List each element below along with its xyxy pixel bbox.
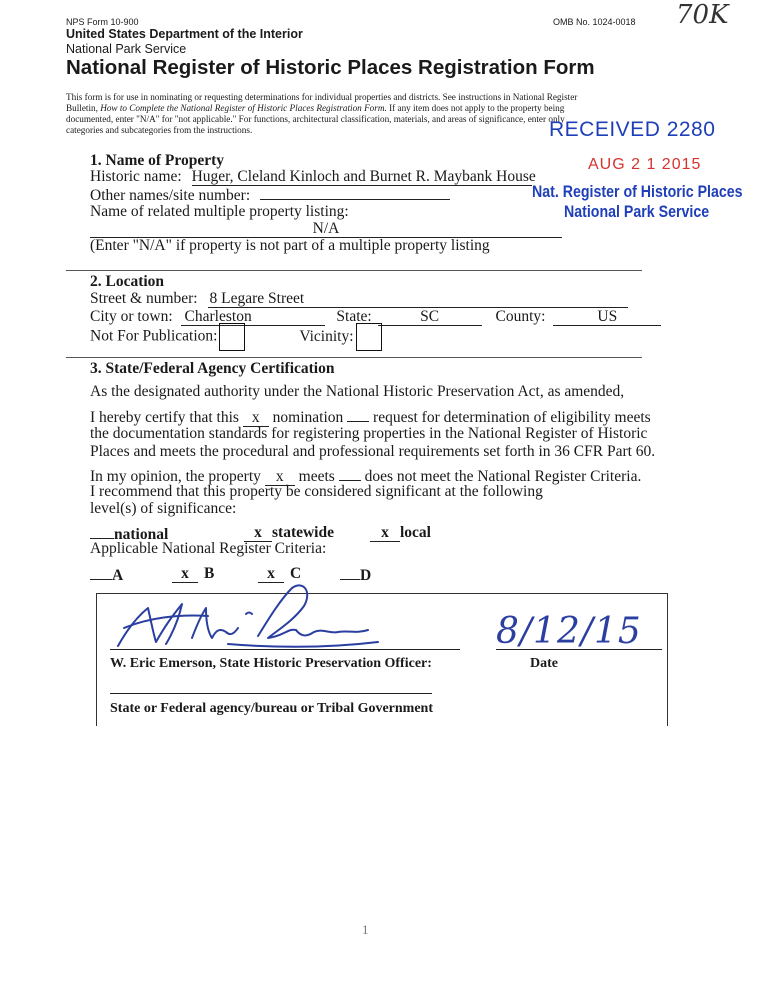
register-stamp-line-1: Nat. Register of Historic Places: [532, 183, 743, 201]
criteria-d[interactable]: D: [340, 565, 371, 585]
meets-mark[interactable]: x: [265, 469, 295, 486]
criteria-b[interactable]: x B: [172, 565, 214, 583]
level-local[interactable]: x local: [370, 524, 431, 542]
form-title: National Register of Historic Places Registration Form: [66, 56, 595, 79]
does-not-meet-mark[interactable]: [339, 466, 361, 481]
certify-line-2: the documentation standards for registering properties in the National Register of Historic: [90, 425, 648, 442]
vicinity-checkbox[interactable]: [356, 323, 382, 351]
agency-name: National Park Service: [66, 42, 187, 56]
other-names-label: Other names/site number:: [90, 187, 251, 204]
agency-label: State or Federal agency/bureau or Tribal Government: [110, 701, 434, 716]
certify-line-3: Places and meets the procedural and professional requirements set forth in 36 CFR Part 60.: [90, 443, 656, 460]
criteria-c[interactable]: x C: [258, 565, 301, 583]
level-national[interactable]: national: [90, 524, 168, 544]
instructions-line-2: Bulletin, How to Complete the National Register of Historic Places Registration Form. If any item does not apply to the property being: [66, 103, 565, 113]
city-label: City or town:: [90, 308, 173, 325]
agency-line: [110, 693, 432, 694]
statewide-mark: x: [244, 525, 272, 542]
authority-statement: As the designated authority under the National Historic Preservation Act, as amended,: [90, 383, 625, 400]
received-date-stamp: AUG 2 1 2015: [588, 156, 702, 173]
determination-mark[interactable]: [347, 407, 369, 422]
street-row: [90, 290, 628, 308]
date-line: [496, 649, 662, 650]
other-names-field[interactable]: [260, 185, 450, 200]
historic-name-field[interactable]: Huger, Cleland Kinloch and Burnet R. Maybank House: [191, 168, 536, 185]
historic-name-label: Historic name:: [90, 168, 182, 185]
handwritten-reference: 70K: [676, 0, 729, 30]
related-listing-label: Name of related multiple property listing:: [90, 203, 349, 220]
county-field[interactable]: US: [553, 309, 661, 326]
register-stamp-line-2: National Park Service: [564, 203, 710, 221]
publication-row: [90, 323, 382, 351]
instructions-line-4: categories and subcategories from the instructions.: [66, 125, 253, 135]
section-divider-1: [66, 270, 642, 271]
page-number: 1: [362, 922, 369, 937]
section-1-heading: 1. Name of Property: [90, 152, 225, 169]
criteria-a[interactable]: A: [90, 565, 123, 585]
recommend-line-2: level(s) of significance:: [90, 500, 237, 517]
omb-number: OMB No. 1024-0018: [553, 17, 636, 27]
vicinity-label: Vicinity:: [299, 327, 354, 345]
historic-name-row: [90, 168, 536, 186]
state-field[interactable]: SC: [378, 309, 482, 326]
nomination-mark[interactable]: x: [243, 410, 269, 427]
multiple-listing-note: (Enter "N/A" if property is not part of a multiple property listing: [90, 237, 490, 254]
county-label: County:: [495, 308, 546, 325]
officer-title: W. Eric Emerson, State Historic Preservation Officer:: [110, 656, 432, 671]
related-listing-row: [90, 220, 562, 238]
instructions-line-3: documented, enter "N/A" for "not applicable." For functions, architectural classification, materials, and areas of significance, enter only: [66, 114, 565, 124]
related-listing-field[interactable]: N/A: [90, 221, 562, 238]
section-2-heading: 2. Location: [90, 273, 165, 290]
section-divider-2: [66, 357, 642, 358]
not-for-publication-label: Not For Publication:: [90, 327, 218, 345]
certify-line-1: I hereby certify that this x nomination request for determination of eligibility meets: [90, 409, 651, 426]
city-field[interactable]: Charleston: [181, 309, 325, 326]
department-name: United States Department of the Interior: [66, 27, 303, 41]
date-label: Date: [530, 656, 558, 671]
officer-signature: [108, 578, 393, 658]
street-label: Street & number:: [90, 290, 198, 307]
recommend-line-1: I recommend that this property be considered significant at the following: [90, 483, 543, 500]
criteria-label: Applicable National Register Criteria:: [90, 540, 327, 557]
form-number: NPS Form 10-900: [66, 17, 139, 27]
received-stamp: RECEIVED 2280: [549, 118, 716, 141]
level-statewide[interactable]: x statewide: [244, 524, 334, 542]
signature-date: 8/12/15: [496, 611, 642, 652]
opinion-line: In my opinion, the property x meets does not meet the National Register Criteria.: [90, 468, 642, 485]
instructions-line-1: This form is for use in nominating or requesting determinations for individual properties and districts. See instructions in National Register: [66, 92, 578, 102]
street-field[interactable]: 8 Legare Street: [208, 291, 628, 308]
other-names-row: [90, 185, 450, 205]
section-3-heading: 3. State/Federal Agency Certification: [90, 360, 335, 377]
not-for-publication-checkbox[interactable]: [219, 323, 245, 351]
signature-line: [110, 649, 460, 650]
state-label: State:: [336, 308, 372, 325]
local-mark: x: [370, 525, 400, 542]
